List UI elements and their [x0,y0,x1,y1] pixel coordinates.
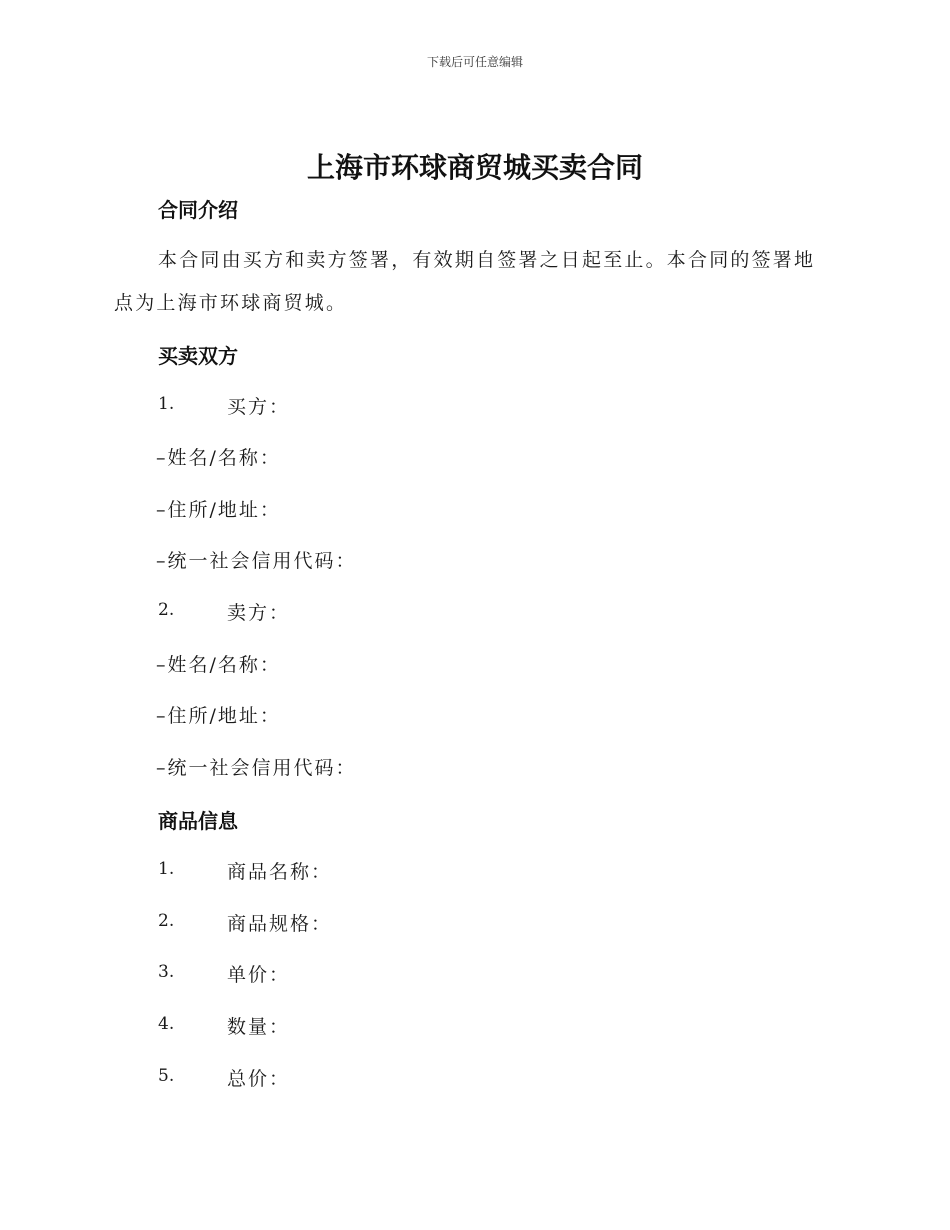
seller-label: 卖方： [227,602,291,624]
goods-item-label: 商品规格： [227,913,333,935]
document-title: 上海市环球商贸城买卖合同 [306,151,643,184]
intro-paragraph-line-1: 本合同由买方和卖方签署，有效期自签署之日起至止。本合同的签署地 [158,249,816,271]
seller-name-field: –姓名/名称： [156,654,281,676]
goods-item-label: 数量： [227,1016,291,1038]
buyer-credit-code-field: –统一社会信用代码： [156,550,357,572]
section-heading-intro: 合同介绍 [158,198,238,222]
goods-item-number: 4. [158,1014,175,1034]
section-heading-goods: 商品信息 [158,809,238,833]
goods-item-number: 1. [158,859,175,879]
goods-item-label: 单价： [227,964,291,986]
buyer-label: 买方： [227,396,291,418]
goods-item-number: 2. [158,911,175,931]
intro-paragraph-line-2: 点为上海市环球商贸城。 [114,292,348,314]
header-note: 下载后可任意编辑 [426,55,523,69]
seller-address-field: –住所/地址： [156,705,281,727]
buyer-number: 1. [158,394,175,414]
buyer-name-field: –姓名/名称： [156,447,281,469]
seller-credit-code-field: –统一社会信用代码： [156,757,357,779]
goods-item-number: 3. [158,962,175,982]
goods-item-label: 总价： [227,1068,291,1090]
goods-item-number: 5. [158,1066,175,1086]
goods-item-label: 商品名称： [227,861,333,883]
seller-number: 2. [158,600,175,620]
section-heading-parties: 买卖双方 [158,344,238,368]
buyer-address-field: –住所/地址： [156,499,281,521]
